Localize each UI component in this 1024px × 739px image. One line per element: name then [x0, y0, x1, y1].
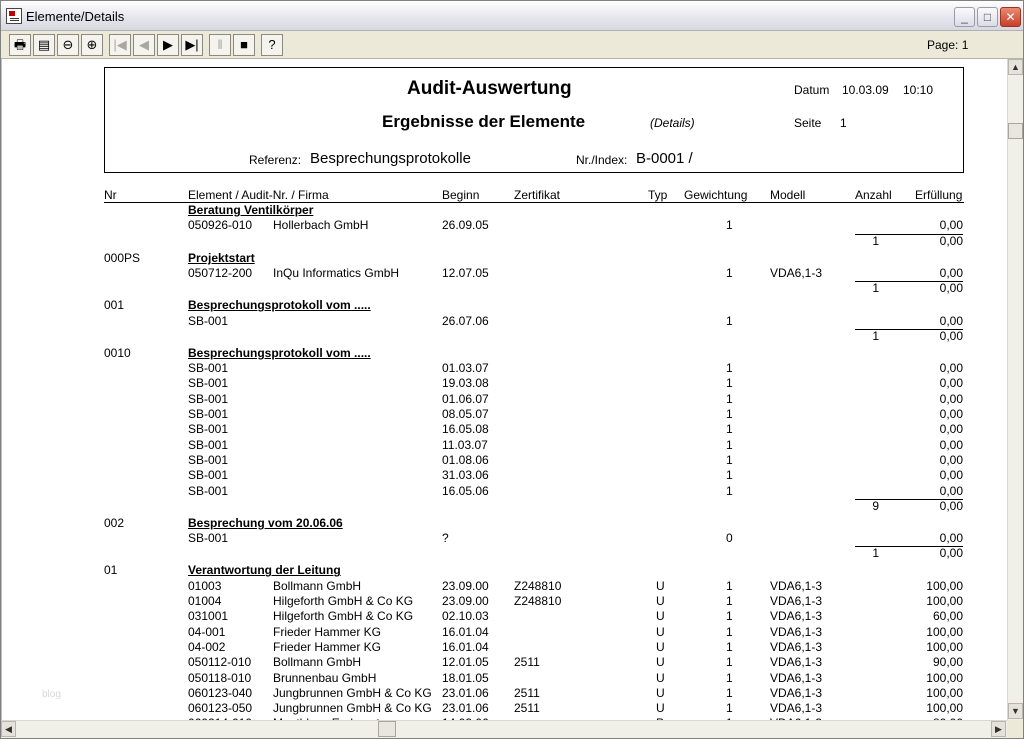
- subtotal-erfuellung: 0,00: [939, 328, 963, 343]
- row-modell: VDA6,1-3: [770, 594, 823, 608]
- vertical-scroll-thumb[interactable]: [1008, 123, 1023, 139]
- row-erfuellung: 0,00: [939, 218, 963, 233]
- seite-label: Seite: [794, 116, 822, 130]
- row-erfuellung: 0,00: [939, 531, 963, 546]
- row-gewichtung: 1: [726, 624, 733, 639]
- row-erfuellung: 0,00: [939, 468, 963, 483]
- subtotal-erfuellung: 0,00: [939, 546, 963, 561]
- row-audit-nr: SB-001: [188, 376, 229, 391]
- col-beginn: Beginn: [442, 188, 480, 202]
- row-beginn: 01.06.07: [442, 391, 489, 406]
- row-zertifikat: 2511: [514, 701, 540, 716]
- maximize-button[interactable]: □: [977, 7, 998, 27]
- row-firma: InQu Informatics GmbH: [273, 265, 400, 280]
- datum-value: 10.03.09: [842, 83, 889, 97]
- row-modell: VDA6,1-3: [770, 624, 823, 639]
- row-audit-nr: 031001: [188, 609, 229, 624]
- group-nr: 000PS: [104, 250, 141, 265]
- row-gewichtung: 1: [726, 265, 733, 280]
- row-modell: VDA6,1-3: [770, 701, 823, 716]
- window-title: Elemente/Details: [26, 9, 125, 24]
- scrollbar-corner: [1007, 720, 1023, 738]
- group-nr: 002: [104, 515, 125, 530]
- row-modell: VDA6,1-3: [770, 609, 823, 624]
- row-gewichtung: 1: [726, 468, 733, 483]
- row-audit-nr: SB-001: [188, 361, 229, 376]
- nr-index-label: Nr./Index:: [576, 153, 628, 167]
- row-beginn: 01.08.06: [442, 452, 489, 467]
- group-title: Verantwortung der Leitung: [188, 563, 341, 578]
- row-zertifikat: 2511: [514, 655, 540, 670]
- row-beginn: 31.03.06: [442, 468, 489, 483]
- print-icon[interactable]: 🖶: [9, 34, 31, 56]
- row-audit-nr: SB-001: [188, 407, 229, 421]
- row-gewichtung: 1: [726, 391, 733, 406]
- time-value: 10:10: [903, 83, 934, 97]
- row-audit-nr: SB-001: [188, 313, 229, 328]
- horizontal-scrollbar[interactable]: [1, 720, 1007, 738]
- row-erfuellung: 100,00: [926, 578, 963, 593]
- help-icon[interactable]: ?: [261, 34, 283, 56]
- row-zertifikat: 2511: [514, 685, 540, 700]
- report-preview[interactable]: [1, 59, 1007, 720]
- subtotal-anzahl: 1: [872, 328, 879, 343]
- row-beginn: 11.03.07: [442, 437, 488, 452]
- subtotal-anzahl: 1: [872, 281, 879, 296]
- row-beginn: 23.09.00: [442, 594, 489, 608]
- row-beginn: 02.10.03: [442, 609, 489, 624]
- row-typ: U: [656, 609, 665, 624]
- row-erfuellung: 0,00: [939, 313, 963, 328]
- referenz-label: Referenz:: [249, 153, 302, 167]
- row-typ: U: [656, 655, 665, 670]
- col-anzahl: Anzahl: [855, 188, 892, 202]
- previous-page-icon[interactable]: ◀: [133, 34, 155, 56]
- col-erfuellung: Erfüllung: [915, 188, 963, 202]
- row-erfuellung: 100,00: [926, 624, 963, 639]
- row-firma: Frieder Hammer KG: [273, 624, 382, 639]
- row-firma: Hilgeforth GmbH & Co KG: [273, 609, 414, 624]
- group-title: Projektstart: [188, 250, 255, 265]
- scroll-up-arrow-icon[interactable]: ▲: [1008, 59, 1023, 75]
- row-firma: Brunnenbau GmbH: [273, 670, 377, 685]
- row-audit-nr: 01004: [188, 594, 222, 608]
- row-audit-nr: 050712-200: [188, 265, 253, 280]
- row-erfuellung: 100,00: [926, 639, 963, 654]
- row-erfuellung: 0,00: [939, 376, 963, 391]
- row-firma: Hilgeforth GmbH & Co KG: [273, 594, 414, 608]
- row-beginn: 01.03.07: [442, 361, 489, 376]
- row-audit-nr: SB-001: [188, 483, 229, 498]
- row-audit-nr: 050926-010: [188, 218, 253, 233]
- row-gewichtung: 1: [726, 685, 733, 700]
- row-erfuellung: 0,00: [939, 265, 963, 280]
- row-typ: U: [656, 594, 665, 608]
- row-gewichtung: 1: [726, 376, 733, 391]
- row-erfuellung: 100,00: [926, 701, 963, 716]
- details-label: (Details): [650, 116, 695, 130]
- row-gewichtung: 1: [726, 483, 733, 498]
- row-modell: VDA6,1-3: [770, 578, 823, 593]
- row-audit-nr: 04-002: [188, 639, 226, 654]
- col-nr: Nr: [104, 188, 117, 202]
- row-typ: U: [656, 701, 665, 716]
- row-beginn: 23.09.00: [442, 578, 489, 593]
- col-modell: Modell: [770, 188, 806, 202]
- col-typ: Typ: [648, 188, 668, 202]
- row-firma: Bollmann GmbH: [273, 655, 362, 670]
- row-erfuellung: 100,00: [926, 670, 963, 685]
- group-title: Besprechung vom 20.06.06: [188, 515, 343, 530]
- group-nr: 0010: [104, 345, 131, 360]
- row-erfuellung: 60,00: [932, 609, 963, 624]
- col-gewichtung: Gewichtung: [684, 188, 748, 202]
- row-typ: U: [656, 624, 665, 639]
- watermark: blog: [42, 689, 61, 700]
- row-erfuellung: 0,00: [939, 391, 963, 406]
- subtotal-erfuellung: 0,00: [939, 498, 963, 513]
- scroll-down-arrow-icon[interactable]: ▼: [1008, 703, 1023, 719]
- row-modell: VDA6,1-3: [770, 639, 823, 654]
- row-audit-nr: 060123-040: [188, 685, 253, 700]
- row-typ: U: [656, 685, 665, 700]
- row-audit-nr: SB-001: [188, 531, 229, 546]
- row-beginn: 12.07.05: [442, 265, 489, 280]
- row-beginn: 26.09.05: [442, 218, 489, 233]
- row-gewichtung: 1: [726, 313, 733, 328]
- row-firma: Jungbrunnen GmbH & Co KG: [273, 701, 432, 716]
- row-beginn: 19.03.08: [442, 376, 489, 391]
- row-erfuellung: 90,00: [932, 655, 963, 670]
- group-title: Besprechungsprotokoll vom .....: [188, 298, 371, 313]
- row-typ: U: [656, 639, 665, 654]
- row-beginn: 16.05.08: [442, 422, 489, 437]
- row-beginn: 12.01.05: [442, 655, 489, 670]
- row-audit-nr: SB-001: [188, 391, 229, 406]
- row-beginn: 16.05.06: [442, 483, 489, 498]
- nr-index-value: B-0001 /: [636, 150, 693, 167]
- row-zertifikat: Z248810: [514, 578, 562, 593]
- scroll-left-arrow-icon[interactable]: ◀: [1, 721, 16, 737]
- subtotal-anzahl: 9: [872, 498, 879, 513]
- row-beginn: 18.01.05: [442, 670, 489, 685]
- row-gewichtung: 1: [726, 218, 733, 233]
- zoom-in-icon[interactable]: ⊕: [81, 34, 103, 56]
- title-bar[interactable]: [1, 1, 1023, 31]
- row-beginn: 23.01.06: [442, 701, 489, 716]
- seite-value: 1: [840, 116, 847, 130]
- first-page-icon[interactable]: |◀: [109, 34, 131, 56]
- close-button[interactable]: ✕: [1000, 7, 1021, 27]
- report-title: Audit-Auswertung: [407, 78, 572, 99]
- row-audit-nr: 050112-010: [188, 655, 252, 670]
- row-audit-nr: SB-001: [188, 452, 229, 467]
- subtotal-anzahl: 1: [872, 233, 879, 248]
- row-firma: Jungbrunnen GmbH & Co KG: [273, 685, 432, 700]
- horizontal-scroll-thumb[interactable]: [378, 721, 396, 737]
- row-beginn: 26.07.06: [442, 313, 489, 328]
- row-gewichtung: 1: [726, 422, 733, 437]
- col-element: Element / Audit-Nr. / Firma: [188, 188, 329, 202]
- scroll-right-arrow-icon[interactable]: ▶: [991, 721, 1006, 737]
- row-gewichtung: 1: [726, 594, 733, 608]
- row-gewichtung: 1: [726, 639, 733, 654]
- group-nr: 001: [104, 298, 125, 313]
- page-setup-icon[interactable]: ▤: [33, 34, 55, 56]
- referenz-value: Besprechungsprotokolle: [310, 150, 471, 167]
- row-modell: VDA6,1-3: [770, 265, 823, 280]
- group-nr: 01: [104, 563, 118, 578]
- row-erfuellung: 0,00: [939, 422, 963, 437]
- subtotal-anzahl: 1: [872, 546, 879, 561]
- row-firma: Frieder Hammer KG: [273, 639, 382, 654]
- row-erfuellung: 100,00: [926, 685, 963, 700]
- vertical-scrollbar[interactable]: [1007, 59, 1023, 720]
- row-erfuellung: 0,00: [939, 361, 963, 376]
- pause-icon[interactable]: ‖: [209, 34, 231, 56]
- row-audit-nr: 01003: [188, 578, 222, 593]
- row-beginn: 16.01.04: [442, 624, 489, 639]
- row-erfuellung: 100,00: [926, 594, 963, 608]
- row-audit-nr: SB-001: [188, 422, 229, 437]
- row-gewichtung: 1: [726, 437, 733, 452]
- last-page-icon[interactable]: ▶|: [181, 34, 203, 56]
- row-beginn: 16.01.04: [442, 639, 489, 654]
- row-gewichtung: 1: [726, 578, 733, 593]
- row-firma: Bollmann GmbH: [273, 578, 362, 593]
- row-typ: U: [656, 670, 665, 685]
- row-modell: VDA6,1-3: [770, 670, 823, 685]
- toolbar: [1, 32, 1023, 59]
- row-gewichtung: 1: [726, 452, 733, 467]
- row-audit-nr: 050118-010: [188, 670, 252, 685]
- stop-icon[interactable]: ■: [233, 34, 255, 56]
- row-gewichtung: 1: [726, 670, 733, 685]
- zoom-out-icon[interactable]: ⊖: [57, 34, 79, 56]
- group-title: Beratung Ventilkörper: [188, 203, 314, 217]
- row-beginn: ?: [442, 531, 449, 546]
- app-icon: [6, 8, 22, 24]
- page-indicator: Page: 1: [927, 38, 969, 52]
- row-gewichtung: 1: [726, 609, 733, 624]
- row-zertifikat: Z248810: [514, 594, 562, 608]
- row-modell: VDA6,1-3: [770, 685, 823, 700]
- subtotal-erfuellung: 0,00: [939, 281, 963, 296]
- report-header: [104, 67, 964, 173]
- row-erfuellung: 0,00: [939, 452, 963, 467]
- row-audit-nr: 060123-050: [188, 701, 253, 716]
- row-beginn: 08.05.07: [442, 407, 489, 421]
- row-gewichtung: 1: [726, 361, 733, 376]
- row-modell: VDA6,1-3: [770, 655, 823, 670]
- row-beginn: 23.01.06: [442, 685, 489, 700]
- row-erfuellung: 0,00: [939, 483, 963, 498]
- row-erfuellung: 0,00: [939, 437, 963, 452]
- row-audit-nr: SB-001: [188, 468, 229, 483]
- row-audit-nr: SB-001: [188, 437, 229, 452]
- row-typ: U: [656, 578, 665, 593]
- datum-label: Datum: [794, 83, 830, 97]
- col-zertifikat: Zertifikat: [514, 188, 561, 202]
- row-gewichtung: 1: [726, 407, 733, 421]
- row-gewichtung: 1: [726, 655, 733, 670]
- row-gewichtung: 0: [726, 531, 733, 546]
- subtotal-erfuellung: 0,00: [939, 233, 963, 248]
- row-gewichtung: 1: [726, 701, 733, 716]
- row-firma: Hollerbach GmbH: [273, 218, 369, 233]
- group-title: Besprechungsprotokoll vom .....: [188, 345, 371, 360]
- row-audit-nr: 04-001: [188, 624, 226, 639]
- report-subtitle: Ergebnisse der Elemente: [382, 112, 586, 131]
- row-erfuellung: 0,00: [939, 407, 963, 421]
- next-page-icon[interactable]: ▶: [157, 34, 179, 56]
- minimize-button[interactable]: _: [954, 7, 975, 27]
